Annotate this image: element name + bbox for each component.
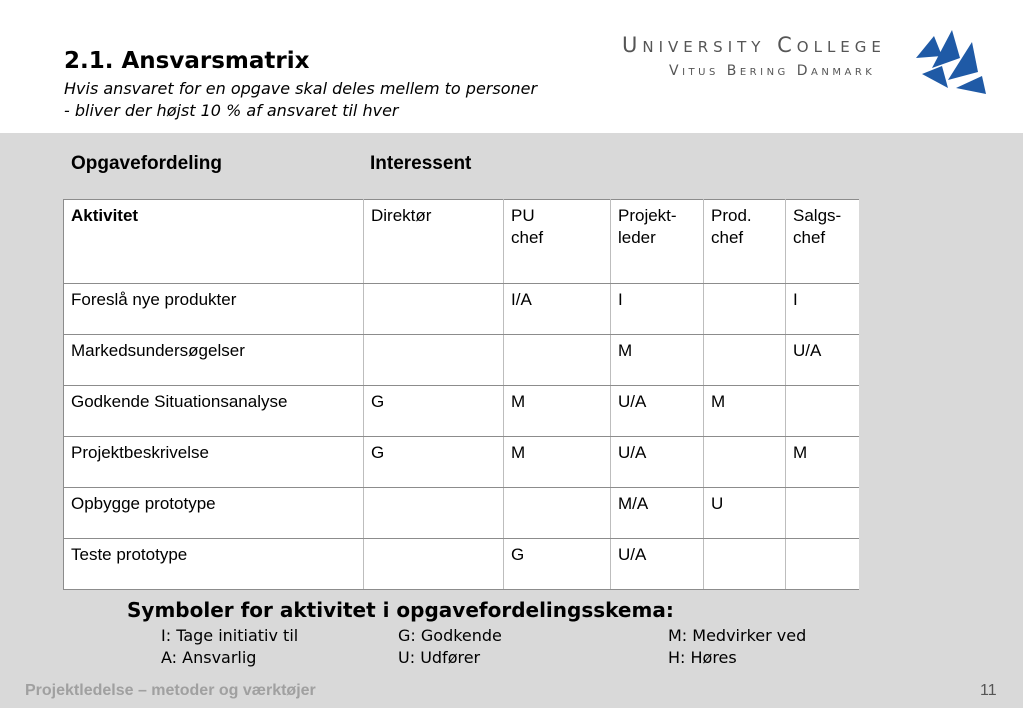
role-code-cell: I [611,284,704,335]
activity-cell: Foreslå nye produkter [64,284,364,335]
table-header-cell [611,200,704,284]
footer-page-number: 11 [980,682,997,699]
table-header-text: Projekt- [618,206,677,225]
table-header-text: chef [711,228,744,247]
role-code-cell [364,488,504,539]
role-code-cell: M [786,437,859,488]
legend-item-udforer: U: Udfører [398,648,481,667]
table-header-row [64,200,859,284]
role-code-cell: M [504,437,611,488]
role-code-cell [704,335,786,386]
role-code-cell: U [704,488,786,539]
role-code-cell: M [704,386,786,437]
table-row [64,335,859,386]
slide-subtitle-line-2: - bliver der højst 10 % af ansvaret til hver [64,101,399,120]
legend-title: Symboler for aktivitet i opgavefordelingsskema: [127,598,674,622]
role-code-cell: G [364,386,504,437]
activity-cell: Godkende Situationsanalyse [64,386,364,437]
table-header-text: Aktivitet [71,206,139,225]
logo-text-vitus-bering: Vitus Bering Danmark [669,63,876,79]
legend-item-medvirker: M: Medvirker ved [668,626,807,645]
table-header-text: Prod. [711,206,752,225]
role-code-cell [786,539,859,590]
role-code-cell: I [786,284,859,335]
role-code-cell [786,488,859,539]
role-code-cell: U/A [611,386,704,437]
role-code-cell [704,284,786,335]
table-row [64,539,859,590]
table-header-cell [364,200,504,284]
role-code-cell [704,437,786,488]
role-code-cell [364,284,504,335]
table-header-text: Salgs- [793,206,842,225]
table-row [64,488,859,539]
table-header-cell [704,200,786,284]
legend-item-godkende: G: Godkende [398,626,502,645]
legend-item-ansvarlig: A: Ansvarlig [161,648,257,667]
role-code-cell: M [611,335,704,386]
role-code-cell: U/A [611,539,704,590]
responsibility-matrix-table [63,199,859,590]
slide-header [0,0,1023,133]
table-header-text: chef [511,228,544,247]
role-code-cell [364,335,504,386]
legend-item-initiativ: I: Tage initiativ til [161,626,299,645]
table-row [64,386,859,437]
role-code-cell: M [504,386,611,437]
role-code-cell: U/A [611,437,704,488]
table-row [64,437,859,488]
table-header-text: Direktør [371,206,432,225]
role-code-cell: G [504,539,611,590]
role-code-cell: M/A [611,488,704,539]
legend-item-hores: H: Høres [668,648,737,667]
role-code-cell [504,488,611,539]
table-header-cell [64,200,364,284]
table-header-text: PU [511,206,535,225]
activity-cell: Markedsundersøgelser [64,335,364,386]
footer-course-title: Projektledelse – metoder og værktøjer [25,682,316,699]
activity-cell: Teste prototype [64,539,364,590]
table-row [64,284,859,335]
table-header-text: leder [618,228,656,247]
sails-logo-icon [912,28,988,96]
table-header-cell [504,200,611,284]
role-code-cell: I/A [504,284,611,335]
table-header-text: chef [793,228,826,247]
slide-subtitle-line-1: Hvis ansvaret for en opgave skal deles mellem to personer [64,79,538,98]
role-code-cell: G [364,437,504,488]
role-code-cell [364,539,504,590]
activity-cell: Projektbeskrivelse [64,437,364,488]
slide-title: 2.1. Ansvarsmatrix [64,48,310,74]
heading-interessent: Interessent [370,153,472,174]
logo-text-university-college: University College [622,33,886,57]
role-code-cell: U/A [786,335,859,386]
role-code-cell [786,386,859,437]
table-header-cell [786,200,859,284]
activity-cell: Opbygge prototype [64,488,364,539]
role-code-cell [704,539,786,590]
role-code-cell [504,335,611,386]
heading-opgavefordeling: Opgavefordeling [71,153,222,174]
